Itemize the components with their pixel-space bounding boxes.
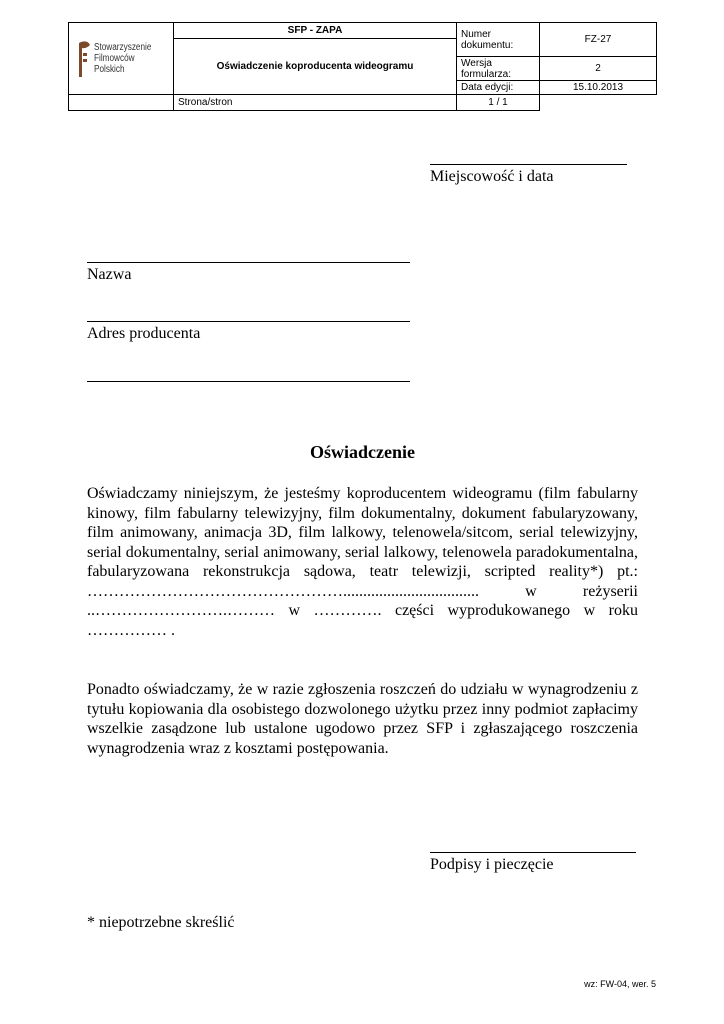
- film-logo-icon: [77, 39, 91, 79]
- doc-title: Oświadczenie koproducenta wideogramu: [174, 39, 457, 95]
- name-label: Nazwa: [87, 266, 132, 283]
- statement-heading: Oświadczenie: [310, 442, 415, 462]
- edit-date-value: 15.10.2013: [540, 81, 657, 95]
- page-count-value: 1 / 1: [457, 95, 540, 111]
- statement-paragraph-2: Ponadto oświadczamy, że w razie zgłoszenia roszczeń do udziału w wynagrodzeniu z tytułu kopiowania dla osobistego dozwolonego użytku przez inny podmiot zapłacimy wszelkie zasądzone lub ustalone ugodowo przez SFP i zgłaszającego roszczenia wynagrodzenia wraz z kosztami postępowania.: [87, 681, 638, 757]
- page-count-label: Strona/stron: [174, 95, 457, 111]
- name-line: [87, 262, 410, 263]
- form-version-value: 2: [540, 57, 657, 81]
- header-spacer: [69, 95, 174, 111]
- form-footer: wz: FW-04, wer. 5: [584, 979, 656, 989]
- address-label: Adres producenta: [87, 325, 201, 342]
- logo-line-3: Polskich: [94, 64, 126, 75]
- doc-number-value: FZ-27: [540, 23, 657, 57]
- place-date-label: Miejscowość i data: [430, 168, 554, 185]
- signature-line: [430, 852, 636, 853]
- footnote: * niepotrzebne skreślić: [87, 914, 235, 931]
- address-line: [87, 321, 410, 322]
- signature-label: Podpisy i pieczęcie: [430, 856, 554, 873]
- edit-date-label: Data edycji:: [457, 81, 540, 95]
- logo-cell: [69, 23, 174, 95]
- form-version-label: Wersja formularza:: [457, 57, 540, 81]
- statement-paragraph-1: [87, 484, 638, 640]
- statement-text: Oświadczamy niniejszym, że jesteśmy koproducentem wideogramu (film fabularny kinowy, film fabularny telewizyjny, film dokumentalny, dokument fabularyzowany, film animowany, animacja 3D, film lalkowy, telenowela/sitcom, serial telewizyjny, serial dokumentalny, serial animowany, serial lalkowy, telenowela paradokumentalna, fabularyzowana rekonstrukcja sądowa, teatr telewizji, scripted reality*) pt.:: [87, 485, 638, 580]
- fill-in-line: ………………………………………….................................. w reżyserii ..…………………….……… w …………. części wyprodukowanego w roku …………… .: [87, 582, 638, 639]
- logo-line-1: Stowarzyszenie: [94, 42, 152, 53]
- document-header-table: [68, 22, 657, 111]
- logo-line-2: Filmowców: [94, 53, 136, 64]
- doc-number-label: Numer dokumentu:: [457, 23, 540, 57]
- sfp-logo: [73, 23, 169, 94]
- address-line-2: [87, 381, 410, 382]
- place-date-line: [430, 164, 627, 165]
- org-name: SFP - ZAPA: [174, 23, 457, 39]
